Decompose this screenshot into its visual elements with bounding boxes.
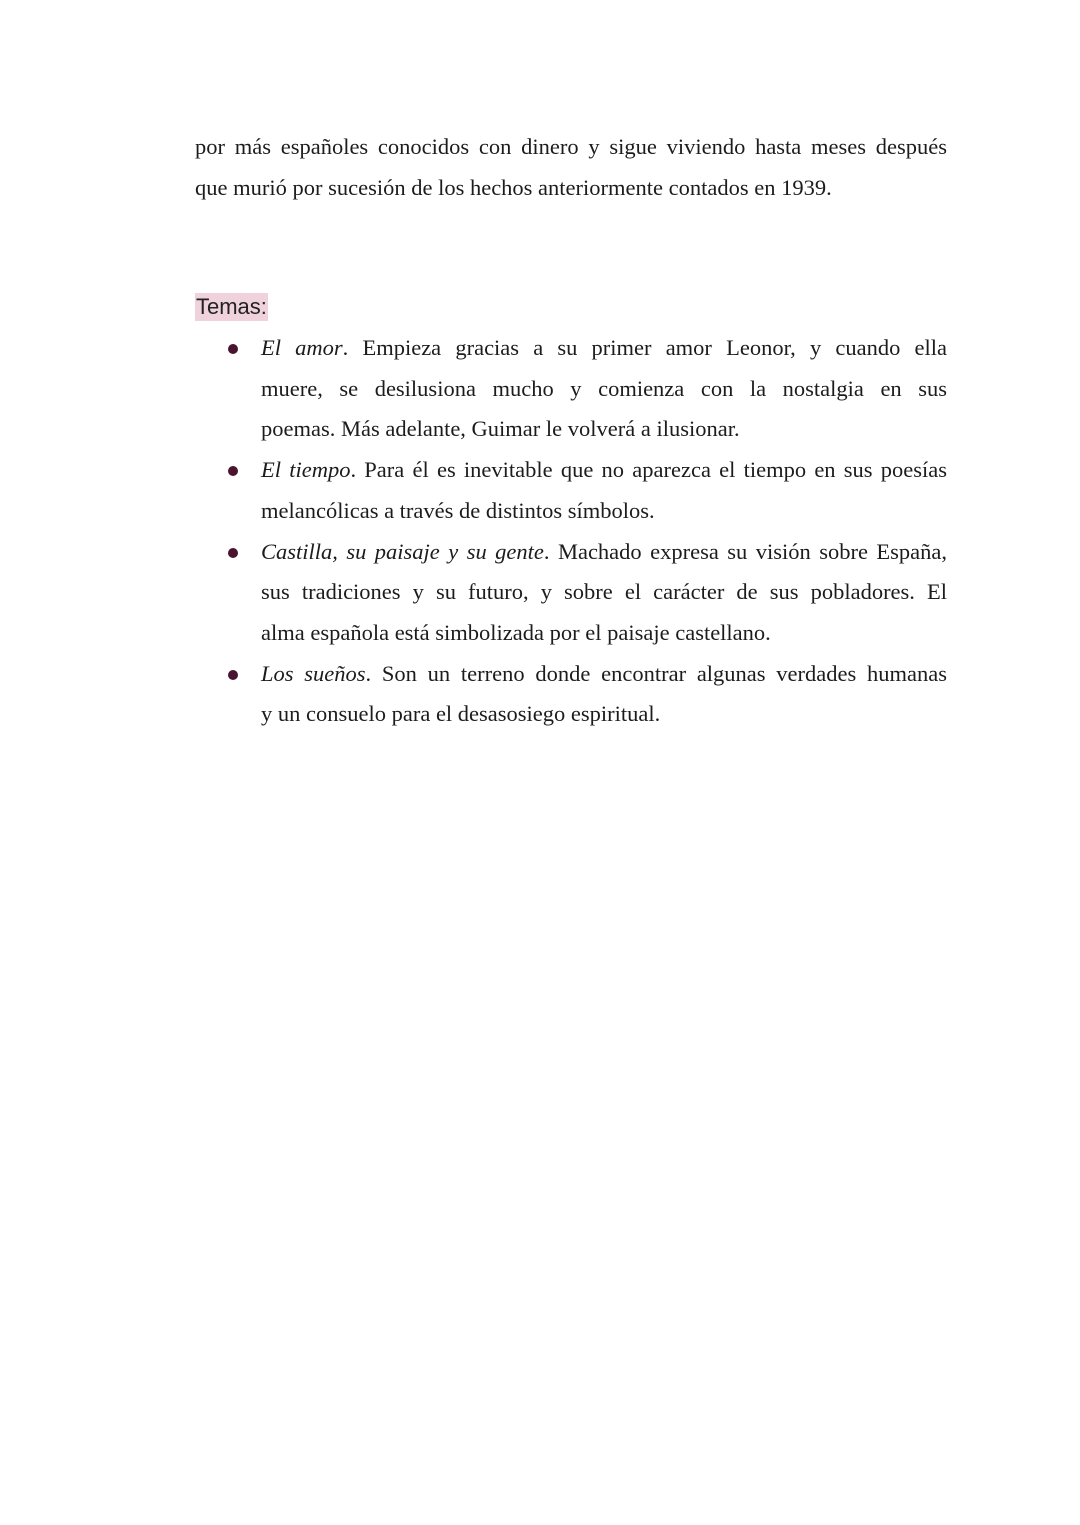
topic-line <box>261 654 947 695</box>
topic-item-castilla <box>195 532 947 654</box>
topic-title: Los sueños <box>261 660 366 686</box>
topic-line <box>261 328 947 369</box>
bullet-icon <box>228 548 238 558</box>
intro-line: que murió por sucesión de los hechos anteriormente contados en 1939. <box>195 175 832 200</box>
topic-line: poemas. Más adelante, Guimar le volverá a ilusionar. <box>261 416 740 442</box>
topic-text: . Machado expresa su visión sobre España, <box>543 538 947 564</box>
topic-line <box>261 450 947 491</box>
topic-line: melancólicas a través de distintos símbolos. <box>261 497 655 523</box>
bullet-icon <box>228 466 238 476</box>
topics-list <box>195 328 947 735</box>
topic-line: alma española está simbolizada por el paisaje castellano. <box>261 619 771 645</box>
topic-line: muere, se desilusiona mucho y comienza con la nostalgia en sus <box>261 375 947 401</box>
topic-text: . Son un terreno donde encontrar algunas verdades humanas <box>365 660 947 686</box>
topic-title: El tiempo <box>261 457 351 483</box>
bullet-icon <box>228 670 238 680</box>
topic-title: Castilla, su paisaje y su gente <box>261 538 544 564</box>
topic-text: . Para él es inevitable que no aparezca el tiempo en sus poesías <box>350 457 947 483</box>
bullet-icon <box>228 344 238 354</box>
topic-item-tiempo <box>195 450 947 531</box>
topic-line: sus tradiciones y su futuro, y sobre el carácter de sus pobladores. El <box>261 579 947 605</box>
topic-title: El amor <box>261 335 343 360</box>
topic-line: y un consuelo para el desasosiego espiritual. <box>261 701 661 727</box>
section-heading <box>195 288 268 326</box>
intro-paragraph <box>195 126 947 208</box>
intro-line: por más españoles conocidos con dinero y sigue viviendo hasta meses después <box>195 134 947 159</box>
section-heading-text: Temas: <box>196 294 267 319</box>
topic-item-suenos <box>195 654 947 735</box>
topic-text: . Empieza gracias a su primer amor Leonor, y cuando ella <box>342 335 947 360</box>
topic-item-amor <box>195 328 947 450</box>
topic-line <box>261 532 947 573</box>
